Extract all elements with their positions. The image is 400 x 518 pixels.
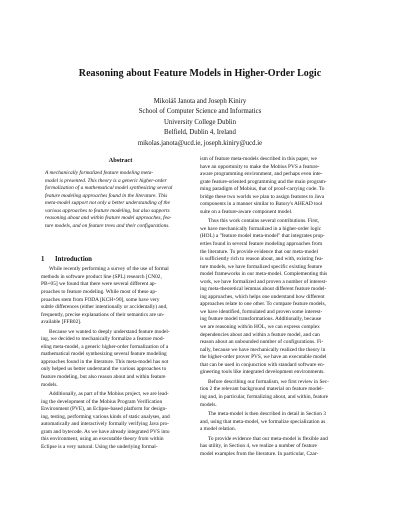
text-line: ing, testing, performing various kinds of static analyses, and <box>41 413 170 420</box>
text-line: bridge these two worlds we plan to assign features to Java <box>200 193 325 200</box>
text-line: dependencies about and within a feature model, and can <box>200 331 320 338</box>
text-line: feature modeling, but also reason about and within feature <box>41 374 166 381</box>
text-line: While recently performing a survey of the use of formal <box>49 266 169 273</box>
text-line: ing approaches, which helps one understand how different <box>200 293 325 300</box>
abstract-line: formalization of a mathematical model synthesizing several <box>45 185 173 192</box>
author-block <box>0 97 400 149</box>
text-line: has utility, in Section 4, we realize a number of feature <box>200 443 317 450</box>
text-line: models. <box>200 401 217 408</box>
text-line: methods in software product line (SPL) research [CN02, <box>41 273 162 280</box>
paragraph <box>200 156 359 216</box>
text-line: Additionally, as part of the Mobius project, we are lead- <box>49 391 169 398</box>
text-line: nally, because we have mechanically realized the theory in <box>200 346 326 353</box>
section-title: Introduction <box>55 256 92 264</box>
text-line: the higher-order prover PVS, we have an executable model <box>200 354 327 361</box>
author-affiliation-school: School of Computer Science and Informatics <box>138 108 262 116</box>
section-heading-introduction <box>41 254 200 266</box>
text-line: gineering tools like integrated development environments. <box>200 369 325 376</box>
text-line: model examples from the literature. In particular, Czar- <box>200 450 319 457</box>
left-column <box>41 156 200 452</box>
text-line: approaches found in the literature. This meta-model has not <box>41 358 169 365</box>
text-line: ing and, in particular, formalizing about, and within, feature <box>200 393 328 400</box>
text-line: Because we wanted to deeply understand feature model- <box>49 328 170 335</box>
text-line: we have mechanically formalized in a higher-order logic <box>200 225 322 232</box>
abstract-line: feature modeling approaches found in the literature. This <box>45 192 168 199</box>
text-line: grate feature-oriented programming and the main program- <box>200 178 327 185</box>
paper-title: Reasoning about Feature Models in Higher-Order Logic <box>78 68 322 79</box>
text-line: erties found in several feature modeling approaches from <box>200 241 323 248</box>
text-line: reason about an unbounded number of configurations. Fi- <box>200 339 324 346</box>
text-line: we have identified, formulated and proven some interest- <box>200 308 323 315</box>
text-line: PB+05] we found that there were several different ap- <box>41 281 157 288</box>
text-line: gram and bytecode. As we have already integrated PVS into <box>41 428 170 435</box>
abstract-line: A mechanically formalized feature modeling meta- <box>45 170 154 176</box>
text-line: model frameworks in our meta-model. Complementing this <box>200 271 328 278</box>
text-line: (HOL) a "feature model meta-model" that integrates prop- <box>200 233 325 240</box>
text-line: proaches to feature modeling. While most of these ap- <box>41 289 157 296</box>
abstract-line: ture models, and on feature trees and their configurations. <box>45 222 170 229</box>
text-line: components in a manner similar to Batory's AHEAD tool <box>200 201 323 208</box>
text-line: work, we have formalized and proven a number of interest- <box>200 278 328 285</box>
author-affiliation-university: University College Dublin <box>163 118 237 126</box>
text-line: models. <box>41 381 58 388</box>
text-line: Thus this work contains several contributions. First, <box>208 218 320 225</box>
text-line: ing feature model transformations. Additionally, because <box>200 316 322 323</box>
text-line: The meta-model is then described in detail in Section 3 <box>208 411 326 418</box>
text-line: is sufficiently rich to reason about, and with, existing fea- <box>200 256 324 263</box>
author-names: Mikoláš Janota and Joseph Kiniry <box>153 98 247 105</box>
text-line: approaches relate to one other. To compare feature models, <box>200 301 326 308</box>
abstract-line: various approaches to feature modeling, but also supports <box>45 207 170 214</box>
text-line: automatically and interactively formally verifying Java pro- <box>41 421 169 428</box>
text-line: we are reasoning with/in HOL, we can express complex <box>200 324 320 331</box>
abstract-line: model is presented. This theory is a generic higher-order <box>45 177 167 184</box>
paragraph <box>200 379 359 409</box>
right-column-body <box>200 156 359 458</box>
paragraph <box>200 411 359 434</box>
text-line: have an opportunity to make the Mobius PVS a feature- <box>200 163 320 170</box>
text-line: that can be used in conjunction with standard software en- <box>200 361 325 368</box>
text-line: eling meta-model, a generic higher-order formalization of a <box>41 343 169 350</box>
text-line: ture models, we have formalized specific existing feature <box>200 263 323 270</box>
text-line: tion 2 the relevant background material on feature model- <box>200 386 324 393</box>
text-line: and, using that meta-model, we formalize specialization as <box>200 418 326 425</box>
text-line: ming paradigm of Mobius, that of proof-carrying code. To <box>200 186 325 193</box>
text-line: ism of feature meta-models described in this paper, we <box>200 156 317 162</box>
text-line: aware programming environment, and perhaps even inte- <box>200 171 323 178</box>
text-line: ing meta-theoretical lemmas about different feature model- <box>200 286 327 293</box>
text-line: ing the development of the Mobius Program Verification <box>41 398 163 405</box>
abstract-line: reasoning about and within feature model approaches, fea- <box>45 215 172 222</box>
text-line: a model relation. <box>200 426 237 433</box>
text-line: frequently, precise explanations of their semantics are un- <box>41 311 165 318</box>
text-line: the literature. To provide evidence that our meta-model <box>200 248 318 255</box>
text-line: subtle differences (either intentionally or accidentally) and, <box>41 304 168 311</box>
right-column <box>200 156 359 458</box>
paragraph <box>200 218 359 376</box>
text-line: Eclipse is a very natural. Using the underlying formal- <box>41 443 158 450</box>
text-line: ing, we decided to mechanically formalize a feature mod- <box>41 336 165 343</box>
text-line: available [FFB02]. <box>41 319 82 326</box>
paragraph <box>41 329 200 389</box>
abstract-heading: Abstract <box>108 157 133 164</box>
author-emails: mikolas.janota@ucd.ie, joseph.kiniry@ucd.ie <box>137 139 263 147</box>
text-line: this environment, using an executable theory from within <box>41 436 164 443</box>
abstract-text <box>41 166 200 230</box>
text-line: proaches stem from FODA [KCH+90], some have very <box>41 296 160 303</box>
text-line: only helped us better understand the various approaches to <box>41 366 167 373</box>
section-number: 1 <box>41 256 45 264</box>
text-line: To provide evidence that our meta-model is flexible and <box>208 435 328 442</box>
text-line: Before describing our formalism, we first review in Sec- <box>208 378 329 385</box>
paragraph <box>41 266 200 326</box>
abstract-line: meta-model support not only a better understanding of the <box>45 200 170 207</box>
left-column-body <box>41 266 200 451</box>
text-line: suite on a feature-aware component model. <box>200 208 293 215</box>
paragraph <box>41 391 200 451</box>
paragraph <box>200 436 359 459</box>
text-line: Environment (PVE), an Eclipse-based platform for design- <box>41 406 167 413</box>
author-address: Belfield, Dublin 4, Ireland <box>164 129 236 137</box>
text-line: mathematical model synthesizing several feature modeling <box>41 351 167 358</box>
